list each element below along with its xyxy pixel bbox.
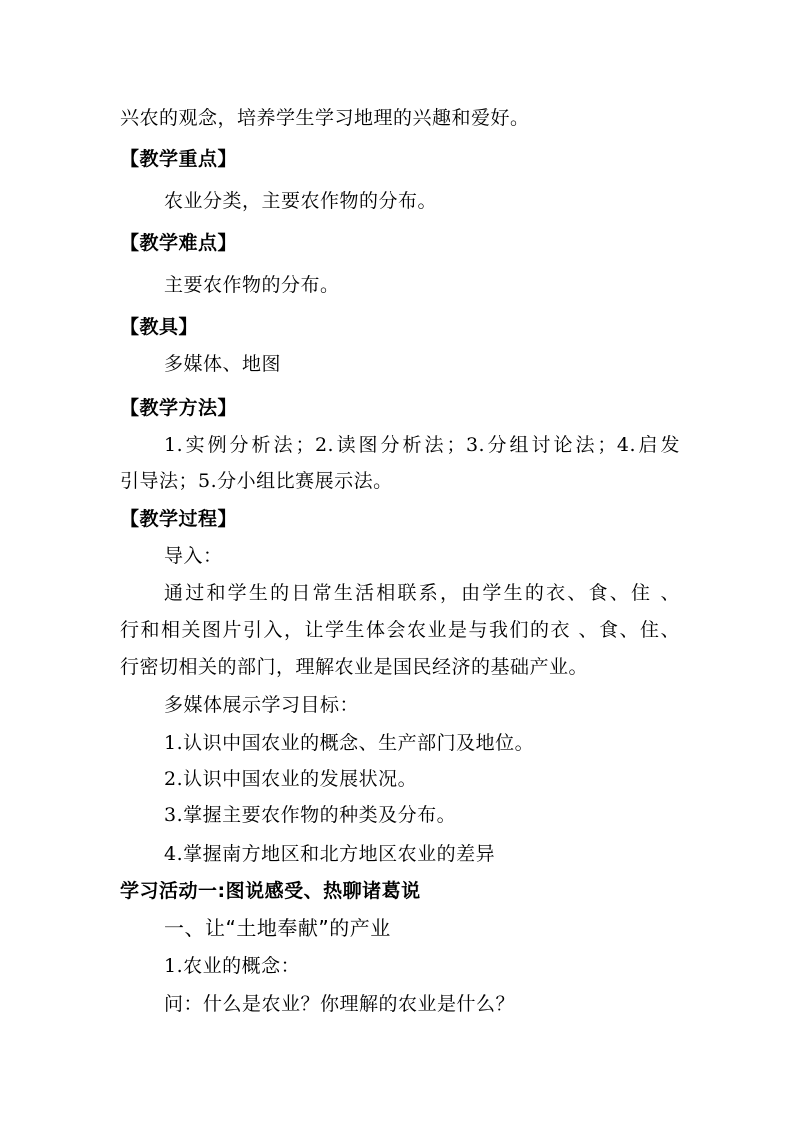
question-text: 问：什么是农业？你理解的农业是什么？ <box>164 993 516 1015</box>
section-heading-teaching-methods: 【教学方法】 <box>120 397 238 419</box>
learning-goal-item: 2.认识中国农业的发展状况。 <box>164 768 418 790</box>
learning-goal-item: 3.掌握主要农作物的种类及分布。 <box>164 804 457 826</box>
intro-paragraph-line: 行密切相关的部门，理解农业是国民经济的基础产业。 <box>120 656 589 678</box>
intro-paragraph-line: 通过和学生的日常生活相联系，由学生的衣、食、住 、 <box>164 582 680 604</box>
section-heading-teaching-difficulty: 【教学难点】 <box>120 232 238 254</box>
intro-paragraph-line: 行和相关图片引入，让学生体会农业是与我们的衣 、食、住、 <box>120 619 680 641</box>
learning-goal-item: 4.掌握南方地区和北方地区农业的差异 <box>164 843 496 865</box>
intro-label: 导入： <box>164 545 223 567</box>
paragraph-line: 兴农的观念，培养学生学习地理的兴趣和爱好。 <box>120 107 530 129</box>
teaching-focus-text: 农业分类，主要农作物的分布。 <box>164 190 438 212</box>
section-subheading: 一、让“土地奉献”的产业 <box>164 916 391 940</box>
section-heading-teaching-focus: 【教学重点】 <box>120 148 238 170</box>
teaching-difficulty-text: 主要农作物的分布。 <box>164 274 340 296</box>
teaching-methods-line: 引导法；5.分小组比赛展示法。 <box>120 470 393 492</box>
teaching-methods-line: 1.实例分析法；2.读图分析法；3.分组讨论法；4.启发 <box>164 434 680 456</box>
section-heading-teaching-process: 【教学过程】 <box>120 508 238 530</box>
learning-goal-item: 1.认识中国农业的概念、生产部门及地位。 <box>164 732 535 754</box>
concept-label: 1.农业的概念： <box>164 955 301 977</box>
section-heading-teaching-tools: 【教具】 <box>120 316 199 338</box>
learning-activity-heading: 学习活动一:图说感受、热聊诸葛说 <box>120 880 421 902</box>
learning-goals-label: 多媒体展示学习目标： <box>164 694 360 716</box>
teaching-tools-text: 多媒体、地图 <box>164 353 282 375</box>
